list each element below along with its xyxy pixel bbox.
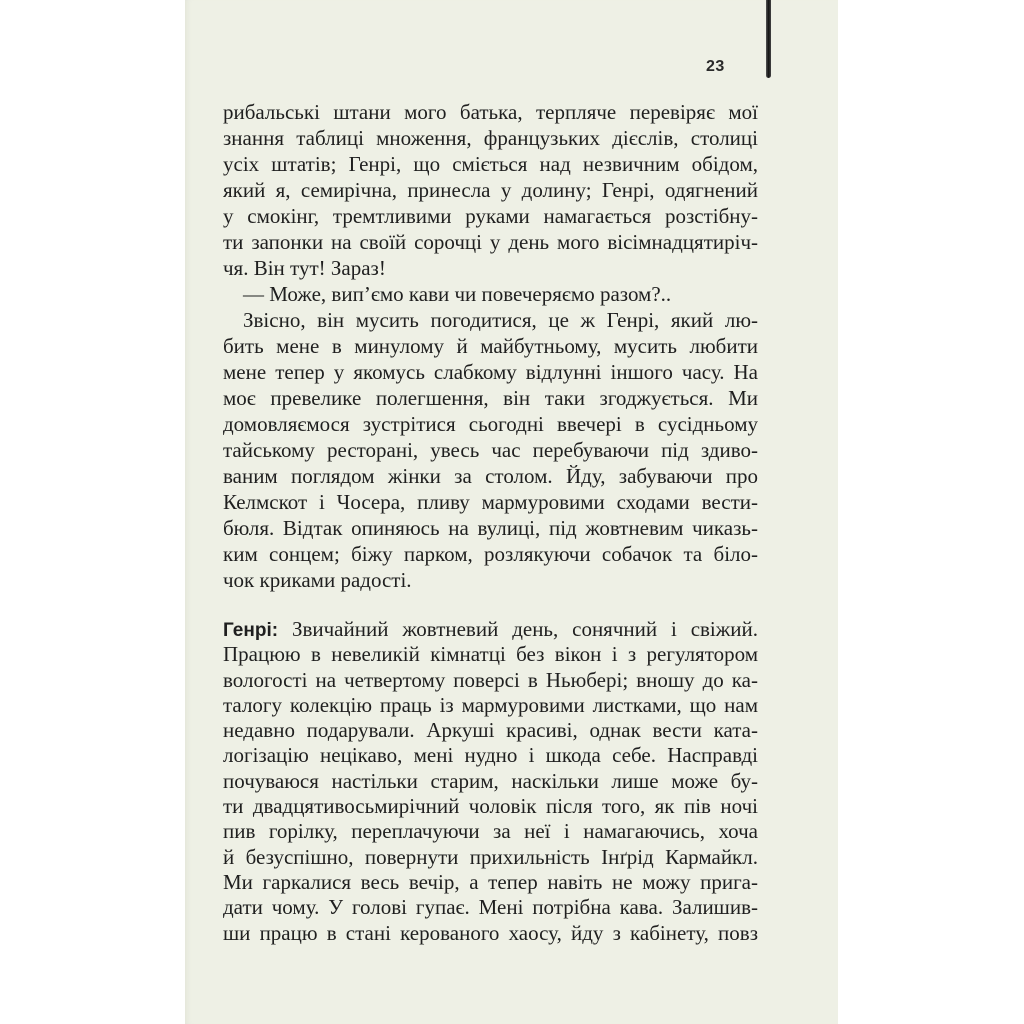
text-line: домовляємося зустрітися сьогодні ввечері в сусідньому [223, 412, 758, 436]
text-line: талогу колекцію праць із мармуровими листками, що нам [223, 692, 758, 717]
text-line: пив горілку, переплачуючи за неї і намагаючись, хоча [223, 819, 758, 844]
text-line: знання таблиці множення, французьких дієслів, столиці [223, 126, 758, 150]
text-line: Працюю в невеликій кімнатці без вікон і з регулятором [223, 642, 758, 667]
text-line: ши працю в стані керованого хаосу, йду з кабінету, повз [223, 920, 758, 945]
text-line: Келмскот і Чосера, пливу мармуровими сходами вести- [223, 490, 758, 514]
text-line: ти двадцятивосьмирічний чоловік після того, як пів ночі [223, 794, 758, 819]
text-line: тайському ресторані, увесь час перебуваючи під здиво- [223, 438, 758, 462]
text-line: моє превелике полегшення, він таки згоджується. Ми [223, 386, 758, 410]
text-line: усіх штатів; Генрі, що сміється над незвичним обідом, [223, 152, 758, 176]
speaker-label: Генрі: [223, 620, 279, 641]
text-line: у смокінг, тремтливими руками намагається розстібну- [223, 204, 758, 228]
text-line: бить мене в минулому й майбутньому, мусить любити [223, 334, 758, 358]
text-line: логізацію нецікаво, мені нудно і шкода себе. Насправді [223, 743, 758, 768]
text-line-rest: Звичайний жовтневий день, сонячний і свіжий. [291, 617, 758, 641]
text-line: бюля. Відтак опиняюсь на вулиці, під жовтневим чиказь- [223, 516, 758, 540]
page-number: 23 [706, 58, 725, 75]
text-line: чя. Він тут! Зараз! [223, 256, 386, 280]
text-line: Звісно, він мусить погодитися, це ж Генрі, який лю- [243, 308, 758, 332]
bookmark-ribbon [766, 0, 771, 78]
text-line: ти запонки на своїй сорочці у день мого вісімнадцятиріч- [223, 230, 758, 254]
text-line: рибальські штани мого батька, терпляче перевіряє мої [223, 100, 758, 124]
text-line: ваним поглядом жінки за столом. Йду, забуваючи про [223, 464, 758, 488]
text-line: ким сонцем; біжу парком, розлякуючи собачок та біло- [223, 542, 758, 566]
text-line: дати чому. У голові гупає. Мені потрібна кава. Залишив- [223, 895, 758, 920]
text-line: Ми гаркалися весь вечір, а тепер навіть не можу прига- [223, 869, 758, 894]
text-line: який я, семирічна, принесла у долину; Генрі, одягнений [223, 178, 758, 202]
text-line [223, 617, 758, 642]
text-line: недавно подарували. Аркуші красиві, однак вести ката- [223, 718, 758, 743]
text-section-1 [223, 99, 758, 593]
text-line: мене тепер у якомусь слабкому відлунні іншого часу. На [223, 360, 758, 384]
text-line: почуваюся настільки старим, наскільки лише може бу- [223, 768, 758, 793]
text-line: — Може, вип’ємо кави чи повечеряємо разом?.. [243, 282, 672, 306]
text-section-henry [223, 617, 758, 946]
text-line: чок криками радості. [223, 568, 412, 592]
text-line: вологості на четвертому поверсі в Ньюбері; вношу до ка- [223, 667, 758, 692]
text-line: й безуспішно, повернути прихильність Інґрід Кармайкл. [223, 844, 758, 869]
